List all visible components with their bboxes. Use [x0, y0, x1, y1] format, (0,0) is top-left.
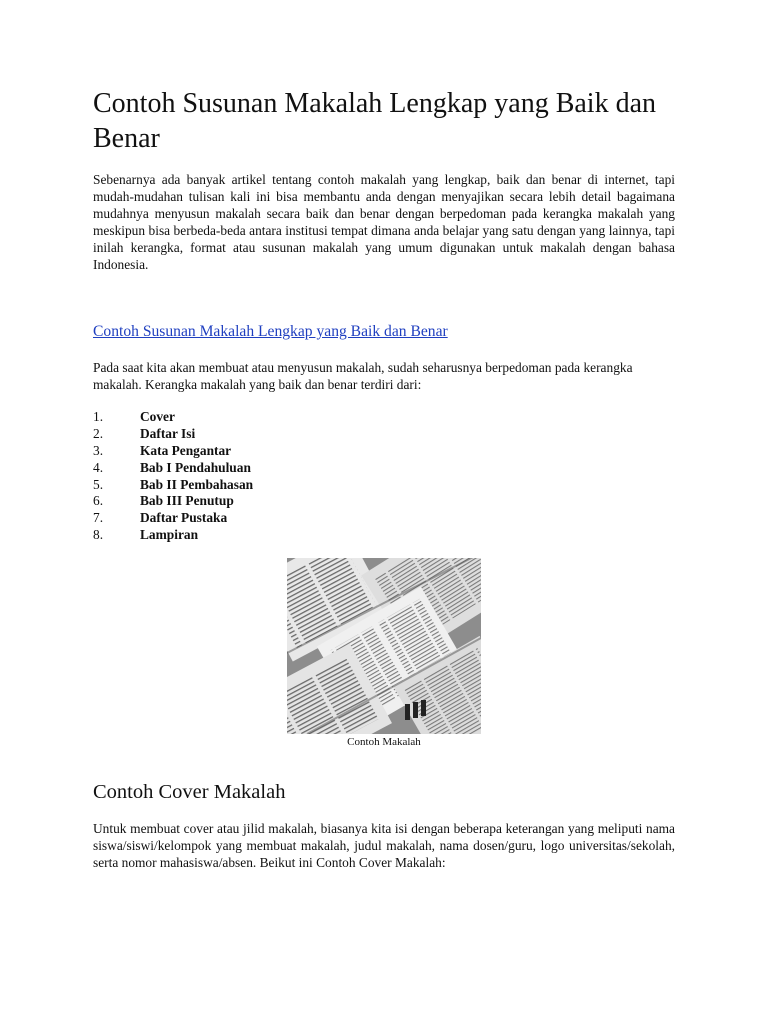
- list-item: [93, 492, 253, 509]
- list-item: [93, 476, 253, 493]
- list-item: [93, 459, 253, 476]
- list-item: [93, 442, 253, 459]
- list-item-number: 6.: [93, 493, 104, 509]
- list-item-text: Bab I Pendahuluan: [140, 459, 251, 475]
- list-item-number: 5.: [93, 476, 104, 492]
- list-item-number: 1.: [93, 409, 104, 424]
- list-item-text: Daftar Isi: [140, 425, 196, 441]
- list-item: [93, 425, 253, 442]
- list-item-text: Bab II Pembahasan: [140, 476, 254, 492]
- framework-intro-paragraph: Pada saat kita akan membuat atau menyusun makalah, sudah seharusnya berpedoman pada kerangka makalah. Kerangka makalah yang baik dan benar terdiri dari:: [93, 360, 633, 392]
- list-item-number: 3.: [93, 442, 104, 458]
- cover-heading: Contoh Cover Makalah: [93, 781, 286, 803]
- list-item-number: 4.: [93, 459, 104, 475]
- list-item: [93, 526, 253, 543]
- list-item-text: Kata Pengantar: [140, 442, 232, 458]
- list-item-number: 2.: [93, 425, 104, 441]
- figure-caption: Contoh Makalah: [347, 736, 421, 748]
- list-item-text: Lampiran: [140, 527, 199, 543]
- list-item-text: Cover: [140, 409, 175, 424]
- section-heading-link[interactable]: Contoh Susunan Makalah Lengkap yang Baik dan Benar: [93, 323, 448, 340]
- list-item: [93, 408, 253, 425]
- list-item-text: Daftar Pustaka: [140, 510, 228, 526]
- papers-photo: [287, 558, 481, 734]
- cover-paragraph: Untuk membuat cover atau jilid makalah, biasanya kita isi dengan beberapa keterangan yang meliputi nama siswa/siswi/kelompok yang membuat makalah, judul makalah, nama dosen/guru, logo universitas/sekolah, serta nomor mahasiswa/absen. Beikut ini Contoh Cover Makalah:: [93, 821, 675, 870]
- list-item: [93, 509, 253, 526]
- article-title: Contoh Susunan Makalah Lengkap yang Baik dan Benar: [93, 88, 657, 154]
- list-item-text: Bab III Penutup: [140, 493, 234, 509]
- intro-paragraph: Sebenarnya ada banyak artikel tentang contoh makalah yang lengkap, baik dan benar di internet, tapi mudah-mudahan tulisan kali ini bisa membantu anda dengan menyajikan secara lebih detail bagaimana mudahnya menyusun makalah secara baik dan benar dengan berpedoman pada kerangka makalah yang meskipun bisa berbeda-beda antara institusi tempat dimana anda belajar yang satu dengan yang lainnya, tapi inilah kerangka, format atau susunan makalah yang umum digunakan untuk makalah dengan bahasa Indonesia.: [93, 172, 675, 272]
- list-item-number: 7.: [93, 510, 104, 526]
- outline-list: [93, 408, 253, 543]
- list-item-number: 8.: [93, 527, 104, 543]
